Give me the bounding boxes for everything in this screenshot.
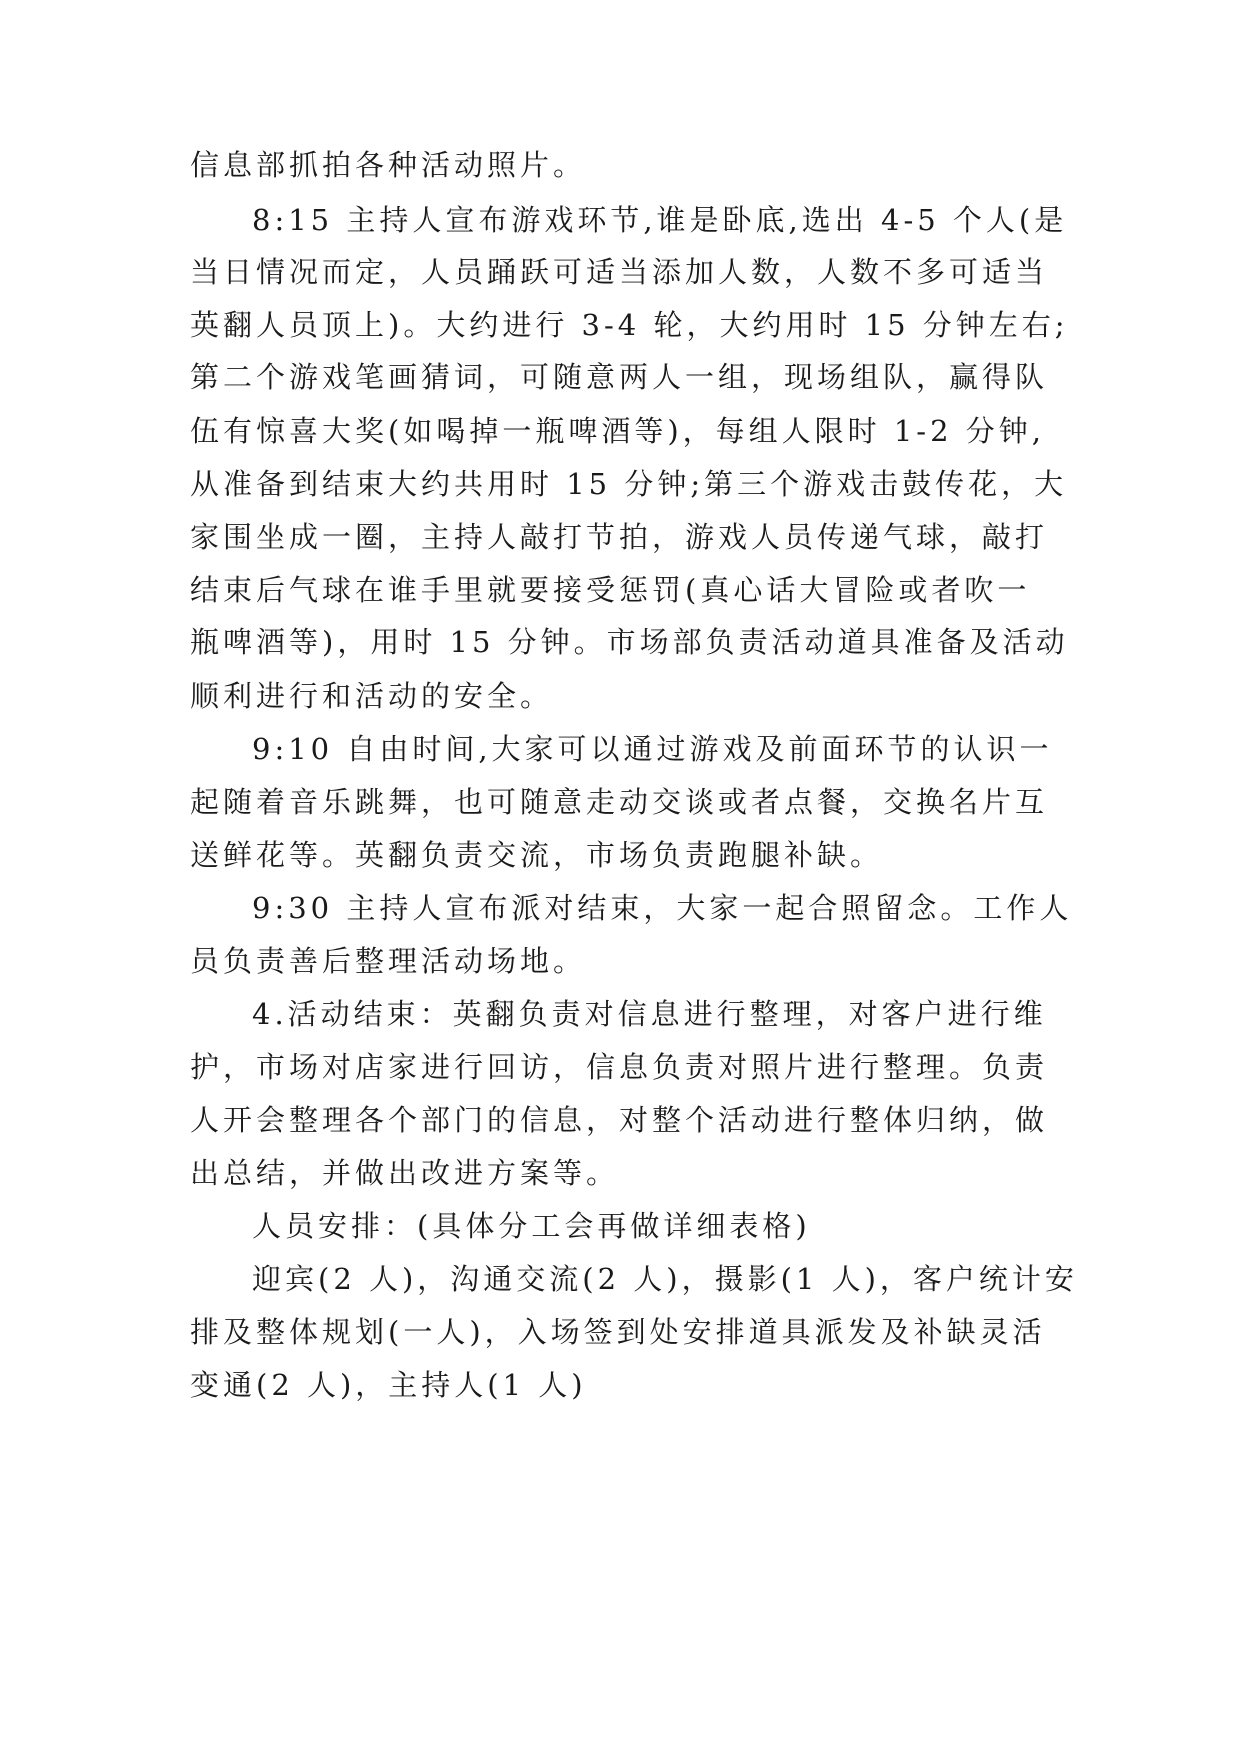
text-line: 送鲜花等。英翻负责交流，市场负责跑腿补缺。 xyxy=(190,838,884,872)
text-line: 从准备到结束大约共用时 15 分钟;第三个游戏击鼓传花，大 xyxy=(190,467,1068,501)
text-line: 起随着音乐跳舞，也可随意走动交谈或者点餐，交换名片互 xyxy=(190,785,1049,819)
text-line: 护，市场对店家进行回访，信息负责对照片进行整理。负责 xyxy=(190,1050,1049,1084)
text-line: 结束后气球在谁手里就要接受惩罚(真心话大冒险或者吹一 xyxy=(190,573,1031,607)
text-line: 英翻人员顶上)。大约进行 3-4 轮，大约用时 15 分钟左右; xyxy=(190,308,1069,342)
text-line: 员负责善后整理活动场地。 xyxy=(190,944,587,978)
text-line: 当日情况而定，人员踊跃可适当添加人数，人数不多可适当 xyxy=(190,255,1049,289)
text-line: 排及整体规划(一人)，入场签到处安排道具派发及补缺灵活 xyxy=(190,1315,1046,1349)
text-line: 9:10 自由时间,大家可以通过游戏及前面环节的认识一 xyxy=(252,732,1053,766)
text-line: 伍有惊喜大奖(如喝掉一瓶啤酒等)，每组人限时 1-2 分钟, xyxy=(190,414,1045,448)
text-line: 人员安排：(具体分工会再做详细表格) xyxy=(252,1209,811,1243)
text-line: 出总结，并做出改进方案等。 xyxy=(190,1156,620,1190)
text-line: 8:15 主持人宣布游戏环节,谁是卧底,选出 4-5 个人(是 xyxy=(252,203,1068,237)
text-line: 变通(2 人)，主持人(1 人) xyxy=(190,1368,587,1402)
text-line: 4.活动结束：英翻负责对信息进行整理，对客户进行维 xyxy=(252,997,1047,1031)
text-line: 9:30 主持人宣布派对结束，大家一起合照留念。工作人 xyxy=(252,891,1073,925)
text-line: 第二个游戏笔画猜词，可随意两人一组，现场组队，赢得队 xyxy=(190,360,1049,394)
text-line: 瓶啤酒等)，用时 15 分钟。市场部负责活动道具准备及活动 xyxy=(190,625,1069,659)
text-line: 迎宾(2 人)，沟通交流(2 人)，摄影(1 人)，客户统计安 xyxy=(252,1262,1078,1296)
text-line: 人开会整理各个部门的信息，对整个活动进行整体归纳，做 xyxy=(190,1103,1049,1137)
text-line: 顺利进行和活动的安全。 xyxy=(190,679,554,713)
text-line: 家围坐成一圈，主持人敲打节拍，游戏人员传递气球，敲打 xyxy=(190,520,1049,554)
text-line: 信息部抓拍各种活动照片。 xyxy=(190,148,587,182)
